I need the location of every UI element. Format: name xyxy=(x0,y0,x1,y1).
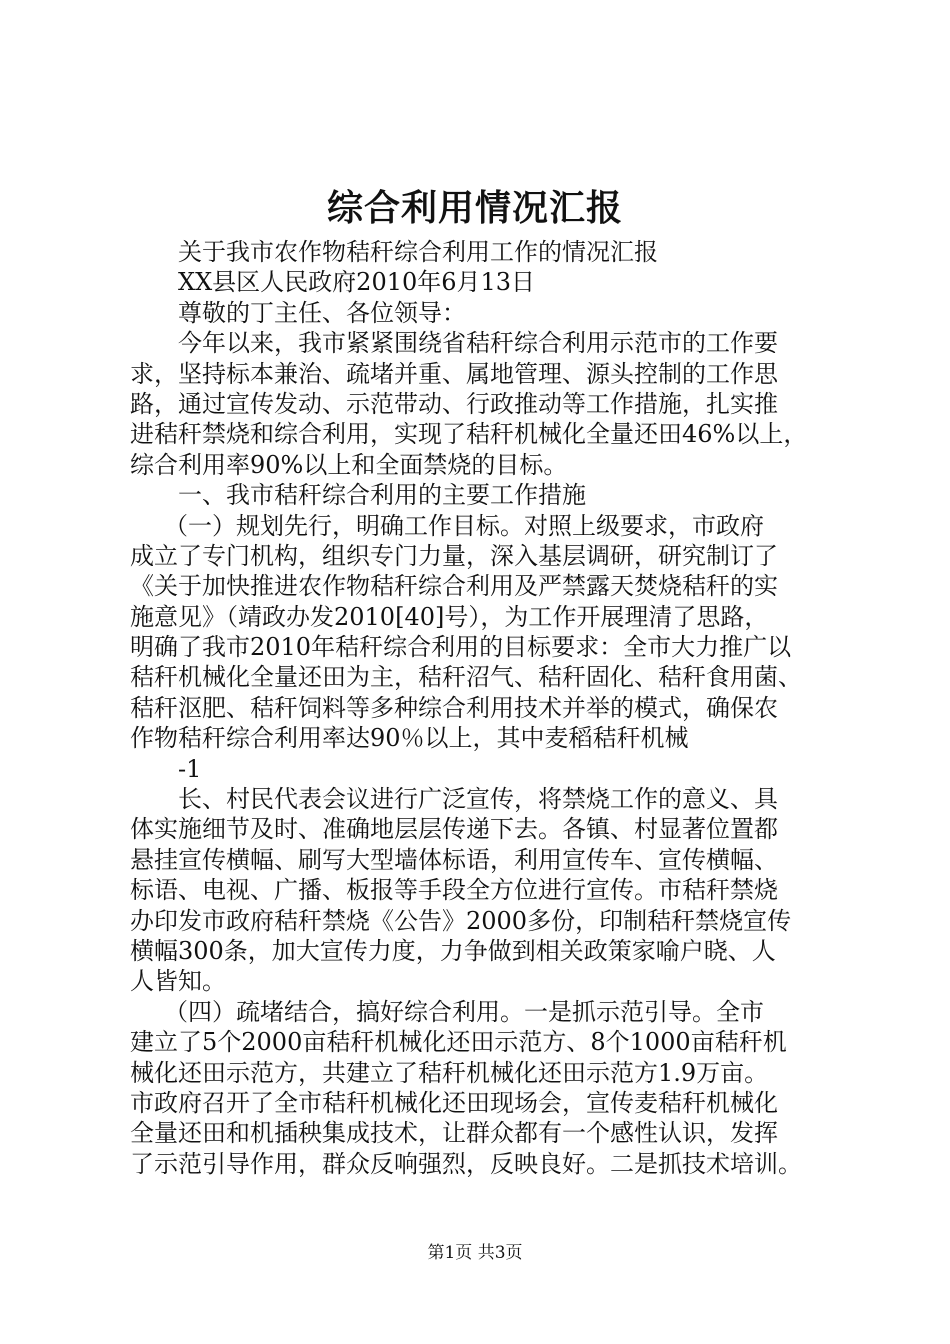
date-line: XX县区人民政府2010年6月13日 xyxy=(178,268,536,297)
document-body xyxy=(130,237,842,1179)
paragraph-line: 市政府召开了全市秸秆机械化还田现场会，宣传麦秸秆机械化 xyxy=(130,1088,778,1117)
salutation-line: 尊敬的丁主任、各位领导： xyxy=(178,298,466,327)
paragraph-line: 悬挂宣传横幅、刷写大型墙体标语，利用宣传车、宣传横幅、 xyxy=(130,845,778,874)
paragraph-line: 《关于加快推进农作物秸秆综合利用及严禁露天焚烧秸秆的实 xyxy=(130,572,778,601)
paragraph-line: 秸秆机械化全量还田为主，秸秆沼气、秸秆固化、秸秆食用菌、 xyxy=(130,663,802,692)
page-footer: 第1页 共3页 xyxy=(427,1243,523,1263)
paragraph-line: 体实施细节及时、准确地层层传递下去。各镇、村显著位置都 xyxy=(130,815,778,844)
paragraph-line: 横幅300条，加大宣传力度，力争做到相关政策家喻户晓、人 xyxy=(130,936,776,965)
paragraph-line: 建立了5个2000亩秸秆机械化还田示范方、8个1000亩秸秆机 xyxy=(130,1028,787,1057)
paragraph-line: 今年以来，我市紧紧围绕省秸秆综合利用示范市的工作要 xyxy=(178,329,778,358)
document-title: 综合利用情况汇报 xyxy=(326,187,623,229)
paragraph-line: 进秸秆禁烧和综合利用，实现了秸秆机械化全量还田46%以上， xyxy=(130,420,808,449)
paragraph-line: 办印发市政府秸秆禁烧《公告》2000多份，印制秸秆禁烧宣传 xyxy=(130,906,792,935)
paragraph-line: 人皆知。 xyxy=(130,967,226,996)
paragraph-line: 标语、电视、广播、板报等手段全方位进行宣传。市秸秆禁烧 xyxy=(130,876,778,905)
paragraph-line: 求，坚持标本兼治、疏堵并重、属地管理、源头控制的工作思 xyxy=(130,359,778,388)
paragraph-line: 械化还田示范方，共建立了秸秆机械化还田示范方1.9万亩。 xyxy=(130,1058,769,1087)
paragraph-line: 路，通过宣传发动、示范带动、行政推动等工作措施，扎实推 xyxy=(130,389,778,418)
paragraph-line: 施意见》（靖政办发2010[40]号），为工作开展理清了思路， xyxy=(130,602,769,631)
paragraph-line: 明确了我市2010年秸秆综合利用的目标要求：全市大力推广以 xyxy=(130,633,792,662)
paragraph-line: 成立了专门机构，组织专门力量，深入基层调研，研究制订了 xyxy=(130,541,778,570)
paragraph-line: 全量还田和机插秧集成技术，让群众都有一个感性认识，发挥 xyxy=(130,1119,778,1148)
paragraph-line: （一）规划先行，明确工作目标。对照上级要求，市政府 xyxy=(164,511,764,540)
paragraph-line: 秸秆沤肥、秸秆饲料等多种综合利用技术并举的模式，确保农 xyxy=(130,693,778,722)
page-marker: -1 xyxy=(178,754,202,783)
subtitle-line: 关于我市农作物秸秆综合利用工作的情况汇报 xyxy=(178,238,658,266)
section-heading: 一、我市秸秆综合利用的主要工作措施 xyxy=(178,481,586,510)
paragraph-line: 长、村民代表会议进行广泛宣传，将禁烧工作的意义、具 xyxy=(178,785,778,814)
paragraph-line: 作物秸秆综合利用率达90％以上，其中麦稻秸秆机械 xyxy=(130,724,689,753)
paragraph-line: 综合利用率90%以上和全面禁烧的目标。 xyxy=(130,450,568,479)
paragraph-line: （四）疏堵结合，搞好综合利用。一是抓示范引导。全市 xyxy=(164,997,764,1026)
paragraph-line: 了示范引导作用，群众反响强烈，反映良好。二是抓技术培训。 xyxy=(130,1149,802,1178)
